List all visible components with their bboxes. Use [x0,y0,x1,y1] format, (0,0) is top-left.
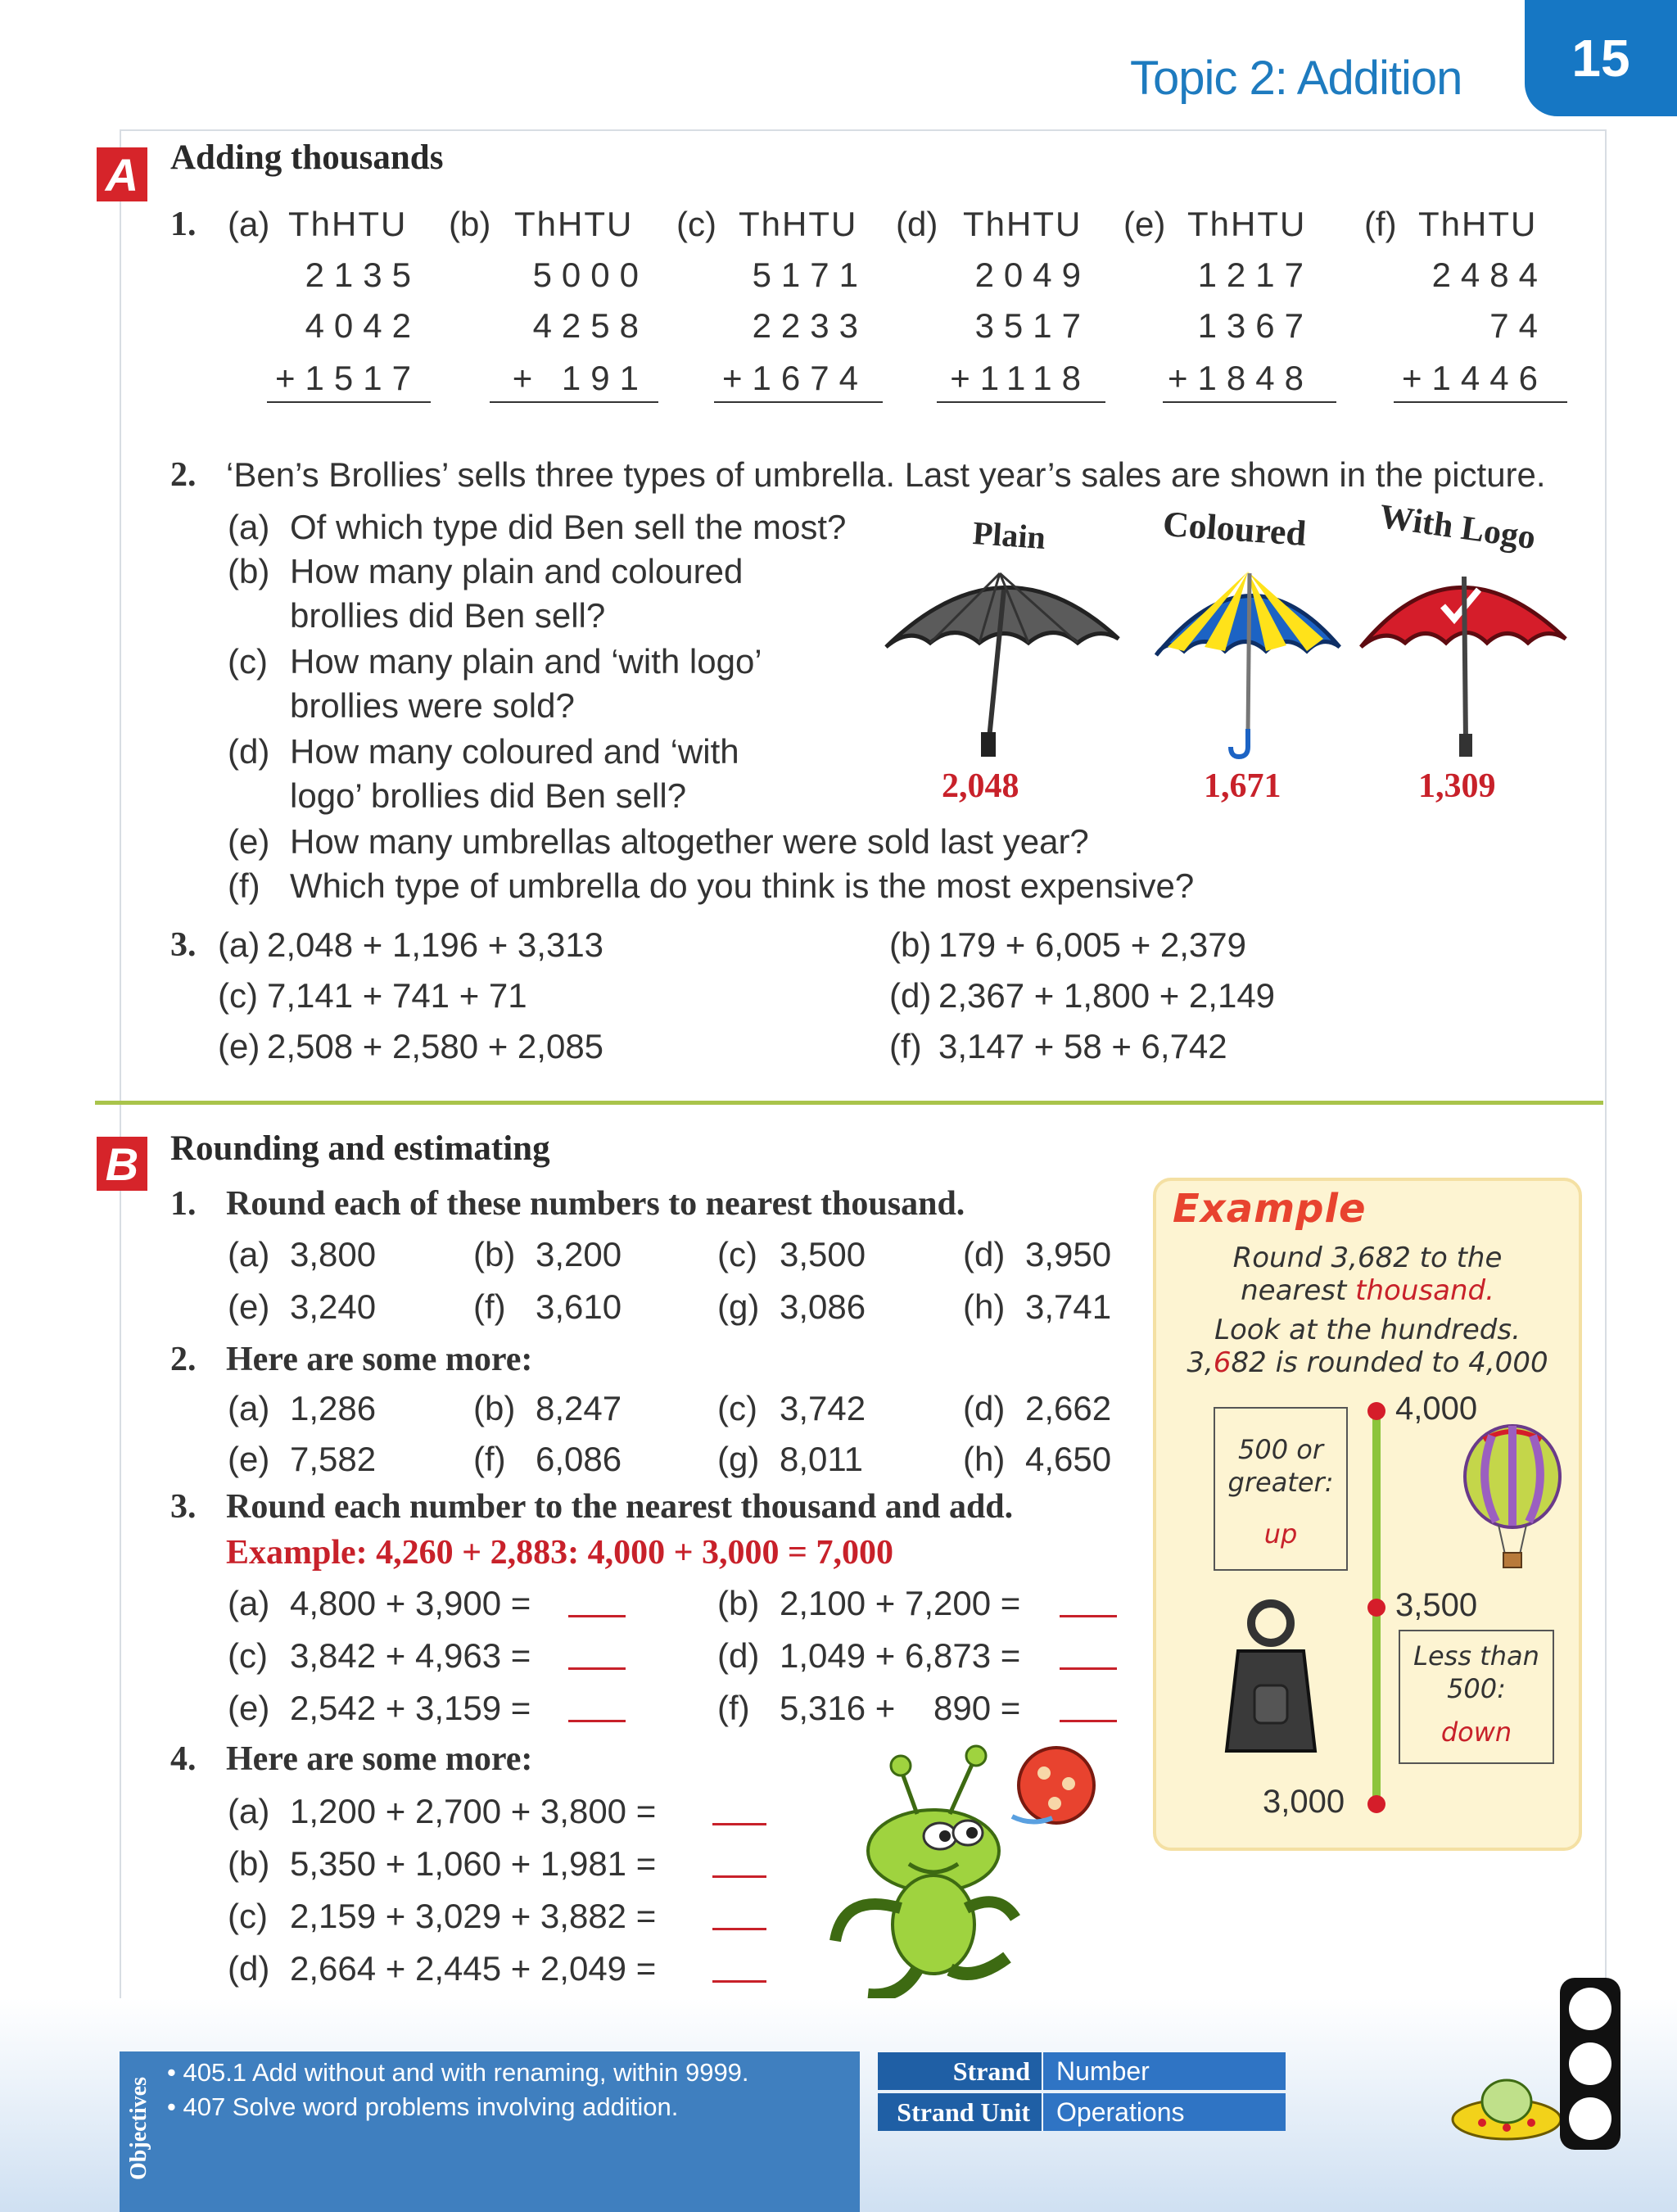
b-q2-value: 7,582 [290,1440,377,1478]
sum-row: 4042 [305,306,421,345]
b-q2-label: (g) [717,1440,760,1478]
b-q1-value: 3,086 [780,1287,866,1326]
b-q1-label: (h) [963,1287,1006,1326]
a-q2-part-label: (a) [228,508,270,546]
b-q3-example: Example: 4,260 + 2,883: 4,000 + 3,000 = 7,000 [226,1534,893,1572]
answer-blank[interactable] [1060,1720,1117,1722]
strand-unit-row [878,2093,1286,2131]
round-up-label: 500 or greater: [1227,1434,1334,1498]
a-q3-part-label: (e) [218,1027,260,1065]
sum-row: 2484 [1431,256,1548,294]
umbrella-plain-label: Plain [971,513,1047,557]
traffic-light-bottom [1569,2097,1611,2140]
bottom-value: 3,000 [1263,1784,1345,1820]
round-up-word: up [1263,1518,1298,1549]
answer-blank[interactable] [712,1823,766,1825]
sum-row: +1118 [950,359,1091,397]
b-q3-number: 3. [170,1488,197,1526]
b-q3-text-expr: 5,316 + 890 = [780,1689,1021,1727]
sum-row: 5171 [752,256,868,294]
weight-icon [1214,1597,1328,1761]
b-q2-label: (c) [717,1389,757,1427]
top-value: 4,000 [1395,1391,1478,1427]
b-q3-label: (c) [228,1636,268,1675]
b-q3-text-expr: 2,542 + 3,159 = [290,1689,531,1727]
section-divider [95,1101,1603,1105]
b-q1-label: (g) [717,1287,760,1326]
sum-row: +1446 [1402,359,1548,397]
alien-footballer-icon [811,1736,1105,2006]
round-down-word: down [1440,1717,1512,1748]
strand-table [878,2052,1286,2134]
sum-line [1163,401,1336,403]
b-q3-label: (d) [717,1636,760,1675]
b-q3-text-expr: 4,800 + 3,900 = [290,1584,531,1622]
b-q3-text-expr: 1,049 + 6,873 = [780,1636,1021,1675]
b-q1-label: (b) [473,1235,516,1273]
b-q3-text-expr: 3,842 + 4,963 = [290,1636,531,1675]
number-line-mid-dot [1367,1599,1385,1617]
example-line2-text: nearest [1241,1274,1356,1307]
strand-label: Strand [878,2052,1042,2090]
a-q3-part-label: (a) [218,925,260,964]
b-q2-value: 6,086 [536,1440,622,1478]
b-q4-label: (c) [228,1897,268,1935]
sum-row: 3517 [974,306,1091,345]
answer-blank[interactable] [568,1615,626,1617]
example-line2 [1156,1274,1579,1307]
sum-label: (a) [228,205,270,243]
a-q2-part-label: (f) [228,866,260,905]
sum-row: +1674 [722,359,868,397]
objectives-tab [120,2051,159,2212]
sum-line [267,401,431,403]
a-q3-part-text: 3,147 + 58 + 6,742 [938,1027,1227,1065]
sum-label: (f) [1364,205,1397,243]
b-q4-number: 4. [170,1740,197,1778]
a-q2-part-text: brollies did Ben sell? [290,596,606,635]
b-q2-label: (a) [228,1389,270,1427]
a-q3-part-label: (c) [218,976,258,1015]
place-value-header: ThHTU [739,205,858,243]
b-q2-label: (h) [963,1440,1006,1478]
round-up-box [1214,1407,1348,1571]
b-q4-label: (a) [228,1792,270,1830]
a-q3-part-label: (d) [889,976,932,1015]
b-q3-label: (a) [228,1584,270,1622]
mid-value: 3,500 [1395,1587,1478,1623]
b-q2-label: (f) [473,1440,506,1478]
page-number: 15 [1525,0,1677,116]
b-q3-text: Round each number to the nearest thousand and add. [226,1488,1014,1526]
b-q2-label: (b) [473,1389,516,1427]
umbrella-logo-label: With Logo [1376,497,1539,558]
answer-blank[interactable] [712,1928,766,1930]
objectives-panel [159,2051,860,2212]
sum-label: (c) [676,205,716,243]
sum-row: +1848 [1168,359,1313,397]
sum-row: 1217 [1197,256,1313,294]
b-q2-value: 8,247 [536,1389,622,1427]
a-q3-part-text: 2,048 + 1,196 + 3,313 [267,925,604,964]
coloured-sales: 1,671 [1204,767,1281,805]
a-q3-number: 3. [170,926,197,964]
b-q1-text: Round each of these numbers to nearest thousand. [226,1185,965,1223]
b-q4-label: (d) [228,1949,270,1988]
b-q1-value: 3,200 [536,1235,622,1273]
objective-item: • 407 Solve word problems involving addition. [167,2092,679,2121]
b-q3-text-expr: 2,100 + 7,200 = [780,1584,1021,1622]
coloured-umbrella-icon [1156,572,1340,757]
example-line4-highlight: 6 [1213,1346,1232,1379]
b-q1-value: 3,500 [780,1235,866,1273]
example-line1: Round 3,682 to the [1232,1242,1503,1274]
spaceship-icon [1449,2062,1564,2152]
traffic-light-middle [1569,2042,1611,2085]
number-line-top-dot [1367,1402,1385,1420]
sum-row: + 191 [512,359,649,397]
sum-row: 2233 [752,306,868,345]
umbrellas-illustration [881,557,1582,762]
plain-umbrella-icon [886,573,1119,757]
b-q4-text-expr: 5,350 + 1,060 + 1,981 = [290,1844,657,1883]
example-box [1153,1178,1582,1851]
round-down-box [1399,1630,1554,1764]
b-q1-label: (e) [228,1287,270,1326]
example-line4 [1156,1346,1579,1379]
example-line2-highlight: thousand. [1355,1274,1494,1307]
b-q2-value: 1,286 [290,1389,377,1427]
b-q1-label: (f) [473,1287,506,1326]
example-title: Example [1173,1186,1367,1232]
section-a-title: Adding thousands [170,138,444,177]
b-q1-value: 3,741 [1025,1287,1112,1326]
b-q2-value: 8,011 [780,1440,863,1478]
b-q1-label: (a) [228,1235,270,1273]
place-value-header: ThHTU [288,205,408,243]
sum-label: (b) [449,205,491,243]
a-q2-part-text: brollies were sold? [290,686,575,725]
b-q1-value: 3,610 [536,1287,622,1326]
sum-row: +1517 [275,359,421,397]
strand-value: Number [1042,2052,1286,2090]
example-line3: Look at the hundreds. [1214,1314,1521,1346]
strand-unit-label: Strand Unit [878,2093,1042,2131]
b-q2-label: (d) [963,1389,1006,1427]
b-q2-value: 4,650 [1025,1440,1112,1478]
a-q2-part-text: Which type of umbrella do you think is the most expensive? [290,866,1195,905]
a-q3-part-text: 2,508 + 2,580 + 2,085 [267,1027,604,1065]
hot-air-balloon-icon [1459,1423,1566,1579]
sum-row: 2049 [974,256,1091,294]
objective-item: • 405.1 Add without and with renaming, within 9999. [167,2058,749,2087]
a-q2-part-text: Of which type did Ben sell the most? [290,508,847,546]
b-q4-text-expr: 2,664 + 2,445 + 2,049 = [290,1949,657,1988]
b-q1-number: 1. [170,1185,197,1223]
a-q3-part-text: 179 + 6,005 + 2,379 [938,925,1247,964]
b-q1-value: 3,240 [290,1287,377,1326]
a-q2-part-label: (c) [228,642,268,681]
round-down-label: Less than 500: [1413,1640,1539,1704]
a-q2-intro: ‘Ben’s Brollies’ sells three types of umbrella. Last year’s sales are shown in the picture. [226,455,1546,494]
objectives-label: Objectives [126,2077,151,2180]
b-q4-text-expr: 1,200 + 2,700 + 3,800 = [290,1792,657,1830]
a-q3-part-label: (b) [889,925,932,964]
a-q1-number: 1. [170,206,197,243]
b-q2-label: (e) [228,1440,270,1478]
traffic-light-icon [1560,1978,1620,2150]
sum-label: (e) [1123,205,1166,243]
section-a-badge: A [97,147,147,201]
answer-blank[interactable] [568,1667,626,1670]
strand-unit-value: Operations [1042,2093,1286,2131]
b-q3-label: (e) [228,1689,270,1727]
sum-row: 74 [1489,306,1548,345]
place-value-header: ThHTU [963,205,1083,243]
a-q2-part-text: How many plain and coloured [290,552,744,590]
sum-row: 1367 [1197,306,1313,345]
a-q2-part-text: How many plain and ‘with logo’ [290,642,762,681]
sum-line [490,401,658,403]
answer-blank[interactable] [568,1720,626,1722]
a-q2-part-label: (e) [228,822,270,861]
traffic-light-top [1569,1988,1611,2030]
a-q2-part-text: logo’ brollies did Ben sell? [290,776,687,815]
b-q4-label: (b) [228,1844,270,1883]
logo-umbrella-icon [1361,577,1566,757]
b-q2-number: 2. [170,1341,197,1378]
logo-sales: 1,309 [1418,767,1496,805]
sum-line [937,401,1105,403]
a-q2-part-label: (b) [228,552,270,590]
section-b-title: Rounding and estimating [170,1129,550,1168]
b-q1-value: 3,800 [290,1235,377,1273]
b-q1-value: 3,950 [1025,1235,1112,1273]
b-q2-value: 3,742 [780,1389,866,1427]
sum-row: 5000 [532,256,649,294]
b-q1-label: (d) [963,1235,1006,1273]
a-q3-part-text: 2,367 + 1,800 + 2,149 [938,976,1276,1015]
a-q2-part-text: How many umbrellas altogether were sold last year? [290,822,1089,861]
umbrella-coloured-label: Coloured [1161,503,1308,554]
example-line4-rest: 82 is rounded to 4,000 [1231,1346,1548,1379]
sum-label: (d) [896,205,938,243]
section-b-badge: B [97,1137,147,1191]
example-line4-text: 3, [1187,1346,1214,1379]
place-value-header: ThHTU [1187,205,1307,243]
strand-row [878,2052,1286,2090]
answer-blank[interactable] [712,1875,766,1878]
a-q3-part-label: (f) [889,1027,922,1065]
answer-blank[interactable] [712,1980,766,1983]
answer-blank[interactable] [1060,1615,1117,1617]
a-q3-part-text: 7,141 + 741 + 71 [267,976,527,1015]
b-q3-label: (f) [717,1689,750,1727]
a-q2-part-text: How many coloured and ‘with [290,732,739,771]
sum-line [1394,401,1567,403]
answer-blank[interactable] [1060,1667,1117,1670]
sum-row: 2135 [305,256,421,294]
b-q1-label: (c) [717,1235,757,1273]
sum-line [714,401,883,403]
a-q2-number: 2. [170,456,197,494]
b-q2-value: 2,662 [1025,1389,1112,1427]
plain-sales: 2,048 [942,767,1019,805]
place-value-header: ThHTU [514,205,634,243]
b-q3-label: (b) [717,1584,760,1622]
topic-title: Topic 2: Addition [1130,52,1462,105]
b-q2-text: Here are some more: [226,1341,533,1378]
sum-row: 4258 [532,306,649,345]
b-q4-text-expr: 2,159 + 3,029 + 3,882 = [290,1897,657,1935]
place-value-header: ThHTU [1418,205,1538,243]
a-q2-part-label: (d) [228,732,270,771]
number-line-bottom-dot [1367,1795,1385,1813]
b-q4-text: Here are some more: [226,1740,533,1778]
